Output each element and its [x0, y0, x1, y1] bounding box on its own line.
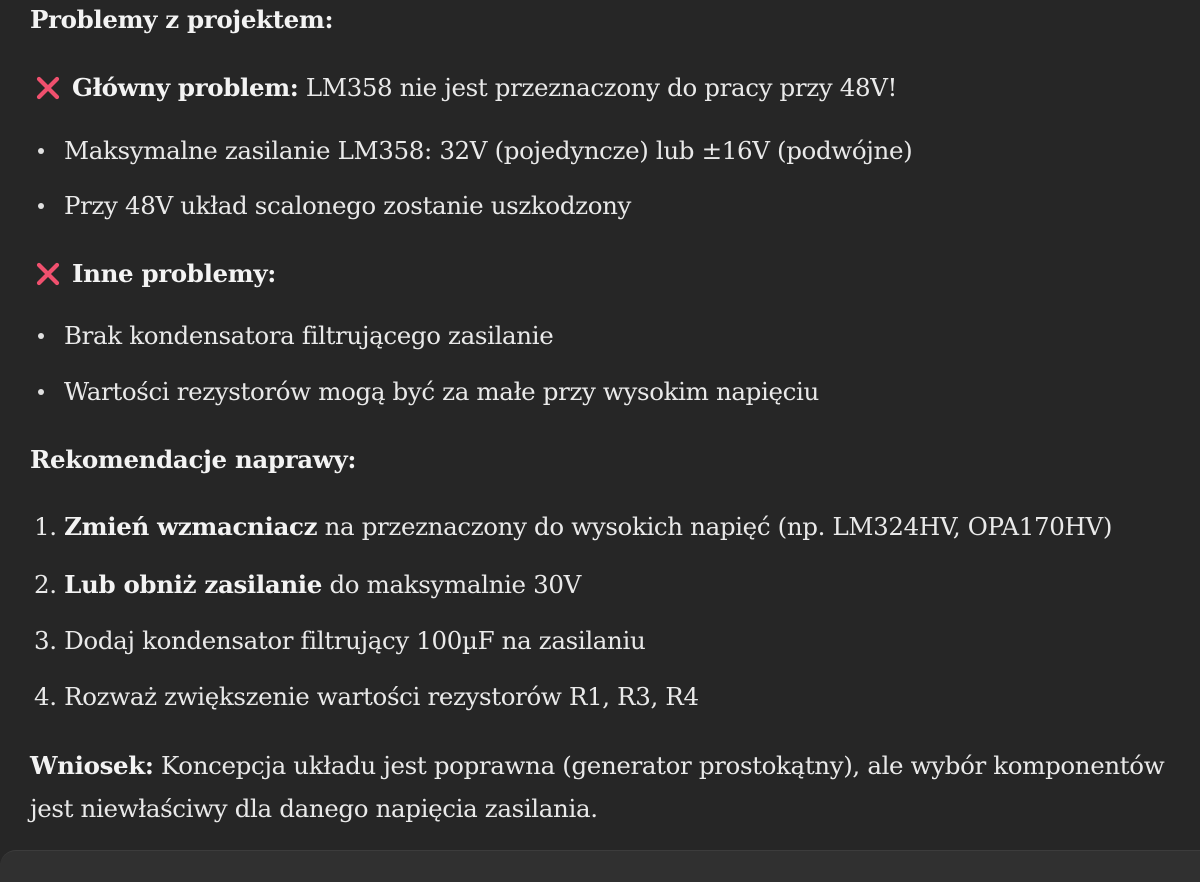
list-item: Przy 48V układ scalonego zostanie uszkodzony — [64, 191, 632, 220]
recommendation-item — [34, 509, 1112, 545]
conclusion-label: Wniosek: — [30, 751, 154, 780]
item-number: 2. — [34, 570, 57, 599]
recommendations-heading: Rekomendacje naprawy: — [30, 445, 357, 474]
main-problem-line — [72, 70, 897, 106]
bullet-icon — [38, 333, 44, 339]
item-text: Dodaj kondensator filtrujący 100µF na zasilaniu — [64, 626, 646, 655]
item-bold: Zmień wzmacniacz — [64, 512, 318, 541]
bullet-icon — [38, 389, 44, 395]
item-bold: Lub obniż zasilanie — [64, 570, 323, 599]
item-number: 1. — [34, 512, 57, 541]
recommendation-item — [34, 567, 581, 603]
item-text: do maksymalnie 30V — [322, 570, 581, 599]
recommendation-item — [34, 679, 699, 715]
item-text: Rozważ zwiększenie wartości rezystorów R1, R3, R4 — [64, 682, 699, 711]
item-number: 4. — [34, 682, 57, 711]
item-text: na przeznaczony do wysokich napięć (np. LM324HV, OPA170HV) — [317, 512, 1113, 541]
conclusion-line-2: jest niewłaściwy dla danego napięcia zasilania. — [30, 794, 598, 823]
recommendation-item — [34, 623, 645, 659]
problems-heading: Problemy z projektem: — [30, 5, 334, 34]
message-input-area[interactable] — [0, 850, 1200, 882]
list-item: Maksymalne zasilanie LM358: 32V (pojedyncze) lub ±16V (podwójne) — [64, 136, 913, 165]
cross-mark-icon — [34, 260, 62, 288]
bullet-icon — [38, 203, 44, 209]
item-number: 3. — [34, 626, 57, 655]
main-problem-label: Główny problem: — [72, 73, 299, 102]
conclusion-line-1 — [30, 748, 1164, 784]
list-item: Brak kondensatora filtrującego zasilanie — [64, 321, 554, 350]
list-item: Wartości rezystorów mogą być za małe przy wysokim napięciu — [64, 377, 819, 406]
conclusion-text: Koncepcja układu jest poprawna (generator prostokątny), ale wybór komponentów — [153, 751, 1165, 780]
bullet-icon — [38, 148, 44, 154]
cross-mark-icon — [34, 74, 62, 102]
main-problem-text: LM358 nie jest przeznaczony do pracy przy 48V! — [298, 73, 898, 102]
other-problems-label: Inne problemy: — [72, 259, 276, 288]
